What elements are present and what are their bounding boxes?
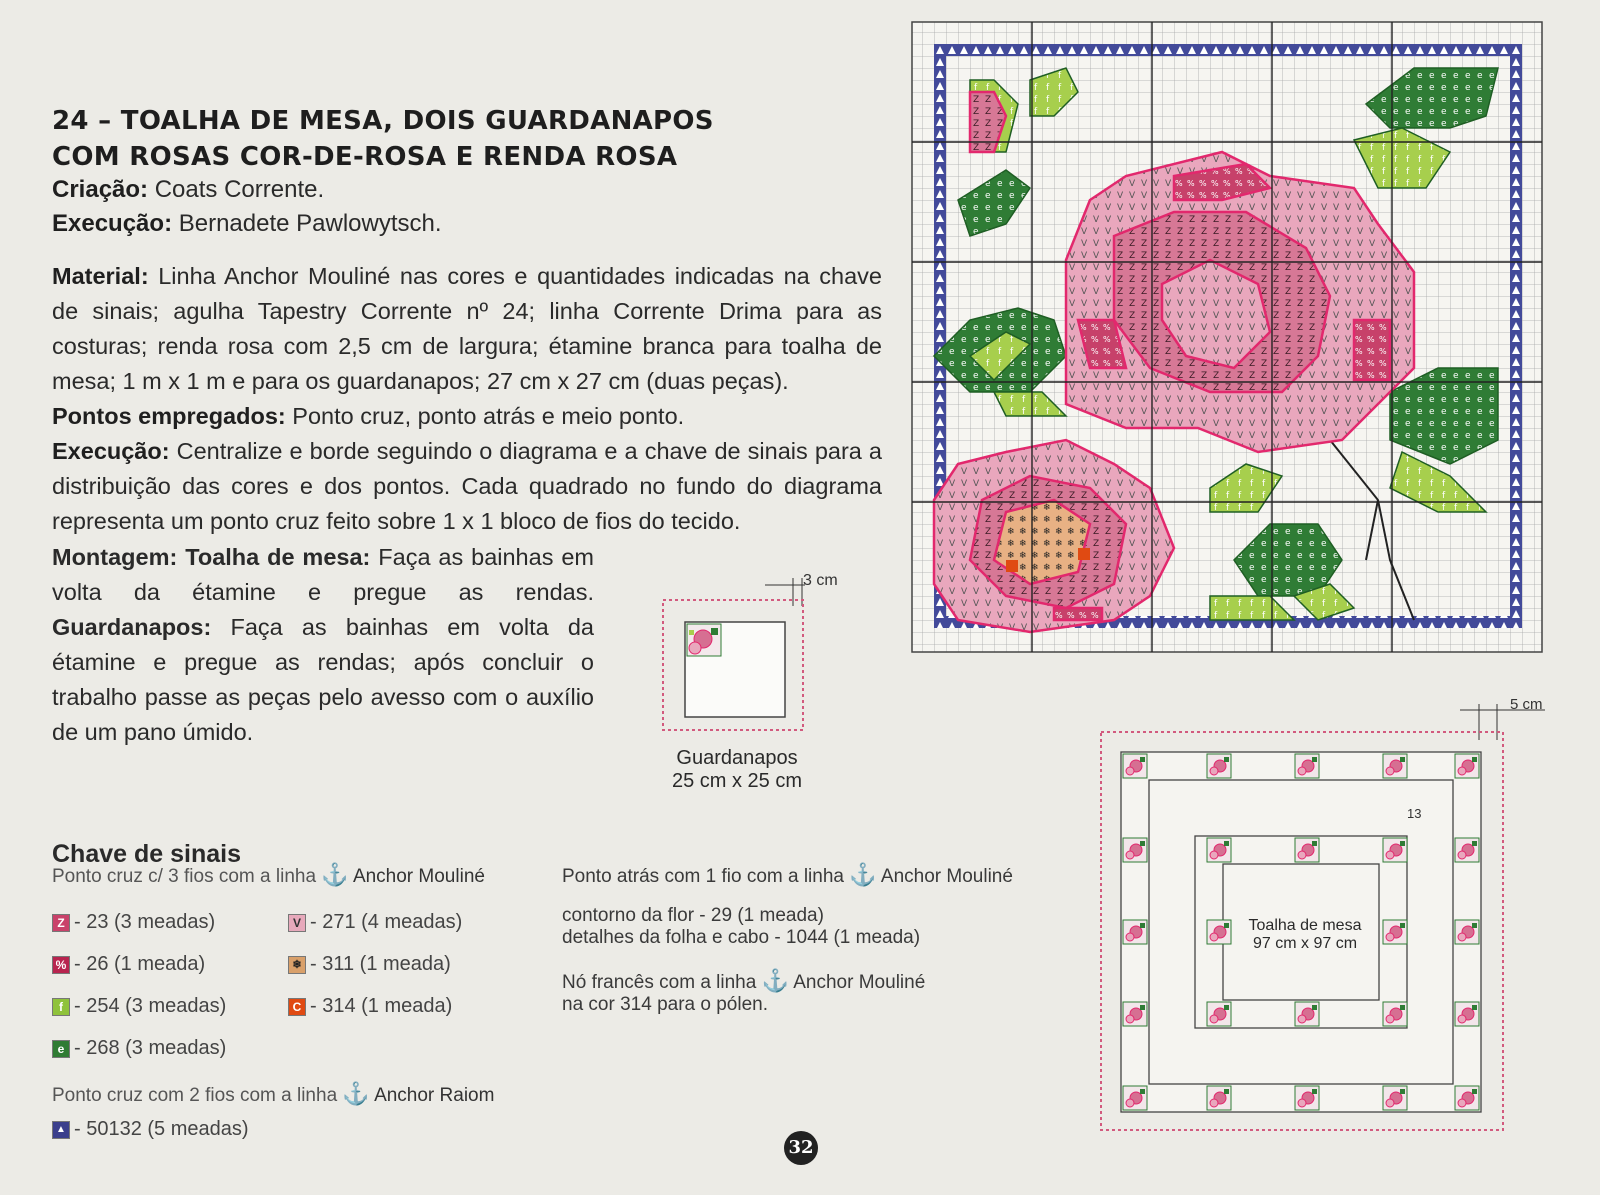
key-item-271-text: - 271 (4 meadas) bbox=[310, 911, 463, 933]
credit-execution bbox=[52, 209, 442, 239]
key-backstitch-text: Ponto atrás com 1 fio com a linha bbox=[562, 866, 844, 887]
rose-motif bbox=[1123, 920, 1147, 944]
montagem-paragraph bbox=[52, 540, 594, 750]
material-text: Linha Anchor Mouliné nas cores e quantidades indicadas na chave de sinais; agulha Tapestry Corrente nº 24; linha Corrente Drima para as costuras; renda rosa com 2,5 cm de largura; étamine branca para toalha de mesa; 1 m x 1 m e para os guardanapos; 27 cm x 27 cm (duas peças). bbox=[52, 263, 882, 394]
rose-motif bbox=[1455, 838, 1479, 862]
rose-motif bbox=[1123, 1002, 1147, 1026]
anchor-icon: ⚓ bbox=[321, 862, 349, 887]
pontos-text: Ponto cruz, ponto atrás e meio ponto. bbox=[285, 403, 685, 429]
key-knot-text: Nó francês com a linha bbox=[562, 972, 757, 993]
key-item-23-text: - 23 (3 meadas) bbox=[74, 911, 216, 933]
rose-motif bbox=[1207, 754, 1231, 778]
material-label: Material: bbox=[52, 263, 149, 289]
tablecloth-caption-2: 97 cm x 97 cm bbox=[1252, 935, 1358, 952]
key-item-268-text: - 268 (3 meadas) bbox=[74, 1037, 227, 1059]
rose-motif bbox=[1295, 1002, 1319, 1026]
key-swatch-50132: ▲ bbox=[52, 1121, 70, 1139]
rose-motif bbox=[1383, 1002, 1407, 1026]
key-back-1: contorno da flor - 29 (1 meada) bbox=[562, 905, 824, 926]
guardanapos-text: Faça as bainhas em volta da étamine e pregue as rendas; após concluir o trabalho passe as peças pelo avesso com o auxílio de um pano úmido. bbox=[52, 614, 594, 745]
anchor-icon: ⚓ bbox=[761, 968, 790, 993]
anchor-icon: ⚓ bbox=[342, 1081, 370, 1106]
rose-motif bbox=[1123, 838, 1147, 862]
key-knot-line-2: na cor 314 para o pólen. bbox=[562, 994, 768, 1015]
key-item-23 bbox=[52, 911, 226, 934]
page-number: 32 bbox=[784, 1131, 818, 1165]
credit-creation-label: Criação: bbox=[52, 176, 149, 203]
key-swatch-23: Z bbox=[52, 914, 70, 932]
key-item-271 bbox=[288, 911, 462, 934]
key-list-left bbox=[52, 911, 226, 1060]
rose-motif bbox=[1455, 754, 1479, 778]
key-item-311-text: - 311 (1 meada) bbox=[310, 953, 451, 975]
key-brand-3: Anchor Mouliné bbox=[880, 866, 1013, 887]
key-line-2-text: Ponto cruz com 2 fios com a linha bbox=[52, 1085, 338, 1106]
napkin-caption-2: 25 cm x 25 cm bbox=[671, 770, 803, 792]
tablecloth-dim-label: 5 cm bbox=[1510, 696, 1543, 713]
anchor-icon: ⚓ bbox=[849, 862, 877, 887]
credit-creation bbox=[52, 175, 324, 205]
tablecloth-caption bbox=[1230, 917, 1380, 953]
credit-creation-value: Coats Corrente. bbox=[148, 176, 325, 203]
material-paragraph bbox=[52, 259, 882, 399]
key-swatch-311: ❄ bbox=[288, 956, 306, 974]
key-item-268 bbox=[52, 1037, 226, 1060]
napkin-diagram bbox=[655, 570, 855, 745]
napkin-dim-label: 3 cm bbox=[803, 572, 838, 589]
rose-motif bbox=[1383, 754, 1407, 778]
rose-motif bbox=[1207, 1002, 1231, 1026]
key-item-314 bbox=[288, 995, 462, 1018]
execucao-label: Execução: bbox=[52, 438, 170, 464]
rose-motif bbox=[1383, 1086, 1407, 1110]
key-knot-line-1 bbox=[562, 970, 925, 994]
page-title bbox=[52, 103, 714, 175]
key-brand-1: Anchor Mouliné bbox=[352, 866, 485, 887]
rose-motif bbox=[1455, 1086, 1479, 1110]
key-item-314-text: - 314 (1 meada) bbox=[310, 995, 453, 1017]
key-brand-2: Anchor Raiom bbox=[374, 1085, 495, 1106]
rose-motif bbox=[1295, 1086, 1319, 1110]
key-item-254-text: - 254 (3 meadas) bbox=[74, 995, 227, 1017]
key-backstitch-items bbox=[562, 905, 920, 949]
napkin-caption bbox=[662, 747, 812, 793]
rose-motif bbox=[1123, 1086, 1147, 1110]
key-line-1 bbox=[52, 862, 485, 888]
key-item-311 bbox=[288, 953, 462, 976]
key-line-2 bbox=[52, 1081, 494, 1107]
key-backstitch-heading bbox=[562, 862, 1013, 888]
key-heading: Chave de sinais bbox=[52, 840, 241, 868]
key-item-26 bbox=[52, 953, 226, 976]
rose-motif bbox=[1455, 1002, 1479, 1026]
key-list-right bbox=[288, 911, 462, 1018]
key-line-1-text: Ponto cruz c/ 3 fios com a linha bbox=[52, 866, 317, 887]
key-item-50132-text: - 50132 (5 meadas) bbox=[74, 1118, 249, 1140]
rose-motif bbox=[1295, 838, 1319, 862]
key-back-2: detalhes da folha e cabo - 1044 (1 meada) bbox=[562, 927, 921, 948]
tablecloth-caption-1: Toalha de mesa bbox=[1248, 917, 1362, 934]
key-item-254 bbox=[52, 995, 226, 1018]
rose-motif bbox=[1123, 754, 1147, 778]
rose-motif bbox=[1383, 920, 1407, 944]
napkin-caption-1: Guardanapos bbox=[676, 747, 798, 769]
key-item-50132 bbox=[52, 1118, 249, 1141]
rose-motif bbox=[1455, 920, 1479, 944]
title-line-1: 24 – TOALHA DE MESA, DOIS GUARDANAPOS bbox=[52, 106, 714, 136]
rose-motif bbox=[1295, 754, 1319, 778]
rose-motif bbox=[1207, 1086, 1231, 1110]
montagem-label: Montagem: Toalha de mesa: bbox=[52, 544, 371, 570]
execucao-paragraph bbox=[52, 434, 882, 539]
key-brand-4: Anchor Mouliné bbox=[793, 972, 926, 993]
rose-motif bbox=[1207, 920, 1231, 944]
pontos-label: Pontos empregados: bbox=[52, 403, 286, 429]
key-swatch-254: f bbox=[52, 998, 70, 1016]
cross-stitch-chart bbox=[910, 20, 1550, 660]
rose-motif bbox=[1207, 838, 1231, 862]
credit-execution-value: Bernadete Pawlowytsch. bbox=[172, 210, 442, 237]
montagem-text: Faça as bainhas em volta da étamine e pregue as rendas. bbox=[52, 544, 594, 605]
title-line-2: COM ROSAS COR-DE-ROSA E RENDA ROSA bbox=[52, 142, 678, 172]
execucao-text: Centralize e borde seguindo o diagrama e a chave de sinais para a distribuição das cores e dos pontos. Cada quadrado no fundo do diagrama representa um ponto cruz feito sobre 1 x 1 bloco de fios do tecido. bbox=[52, 438, 882, 534]
guardanapos-label: Guardanapos: bbox=[52, 614, 212, 640]
credit-execution-label: Execução: bbox=[52, 210, 173, 237]
key-swatch-314: C bbox=[288, 998, 306, 1016]
key-item-26-text: - 26 (1 meada) bbox=[74, 953, 206, 975]
pontos-paragraph bbox=[52, 399, 882, 434]
key-french-knot bbox=[562, 970, 925, 1016]
key-swatch-26: % bbox=[52, 956, 70, 974]
tablecloth-inner-dim: 13 bbox=[1407, 806, 1422, 821]
rose-motif bbox=[1383, 838, 1407, 862]
key-swatch-271: V bbox=[288, 914, 306, 932]
key-swatch-268: e bbox=[52, 1040, 70, 1058]
napkin-rose-motif bbox=[687, 624, 721, 656]
